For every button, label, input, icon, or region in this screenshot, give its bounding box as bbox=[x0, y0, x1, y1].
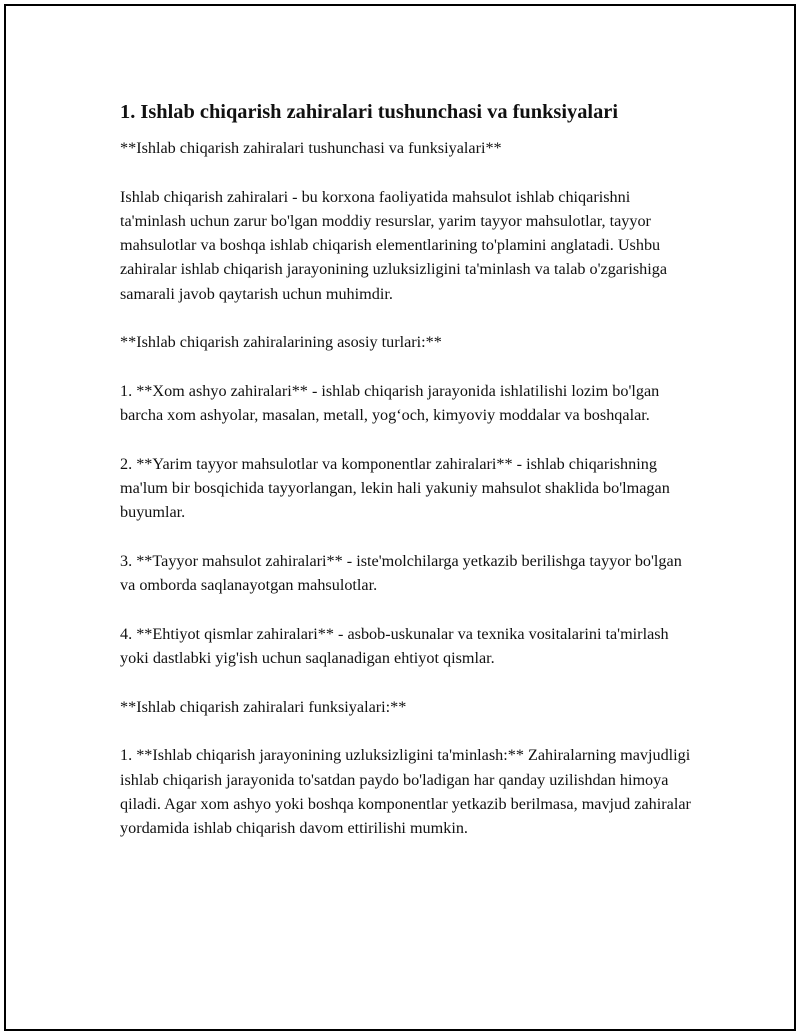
document-body bbox=[120, 98, 700, 865]
paragraph-types-heading: **Ishlab chiqarish zahiralarining asosiy turlari:** bbox=[120, 333, 442, 352]
section-title: 1. Ishlab chiqarish zahiralari tushunchasi va funksiyalari bbox=[120, 101, 618, 123]
list-item-continuity: 1. **Ishlab chiqarish jarayonining uzluksizligini ta'minlash:** Zahiralarning mavjudligi ishlab chiqarish jarayonida to'satdan paydo bo'ladigan har qanday uzilishdan himoya qiladi. Agar xom ashyo yoki boshqa komponentlar yetkazib berilmasa, mavjud zahiralar yordamida ishlab chiqarish davom ettirilishi mumkin. bbox=[120, 746, 691, 838]
paragraph-functions-heading: **Ishlab chiqarish zahiralari funksiyalari:** bbox=[120, 697, 407, 716]
list-item-spare-parts: 4. **Ehtiyot qismlar zahiralari** - asbob-uskunalar va texnika vositalarini ta'mirlash yoki dastlabki yig'ish uchun saqlanadigan ehtiyot qismlar. bbox=[120, 624, 669, 668]
list-item-finished-products: 3. **Tayyor mahsulot zahiralari** - iste'molchilarga yetkazib berilishga tayyor bo'lgan va omborda saqlanayotgan mahsulotlar. bbox=[120, 552, 682, 595]
paragraph-definition: Ishlab chiqarish zahiralari - bu korxona faoliyatida mahsulot ishlab chiqarishni ta'minlash uchun zarur bo'lgan moddiy resurslar, yarim tayyor mahsulotlar, tayyor mahsulotlar va boshqa ishlab chiqarish elementlarining to'plamini anglatadi. Ushbu zahiralar ishlab chiqarish jarayonining uzluksizligini ta'minlash va talab o'zgarishiga samarali javob qaytarish uchun muhimdir. bbox=[120, 187, 668, 303]
list-item-semi-finished: 2. **Yarim tayyor mahsulotlar va komponentlar zahiralari** - ishlab chiqarishning ma'lum bir bosqichida tayyorlangan, lekin hali yakuniy mahsulot shaklida bo'lmagan buyumlar. bbox=[120, 454, 670, 522]
paragraph-heading: **Ishlab chiqarish zahiralari tushunchasi va funksiyalari** bbox=[120, 139, 502, 157]
list-item-raw-materials: 1. **Xom ashyo zahiralari** - ishlab chiqarish jarayonida ishlatilishi lozim bo'lgan barcha xom ashyolar, masalan, metall, yog‘och, kimyoviy moddalar va boshqalar. bbox=[120, 381, 660, 425]
document-page bbox=[4, 4, 796, 1031]
